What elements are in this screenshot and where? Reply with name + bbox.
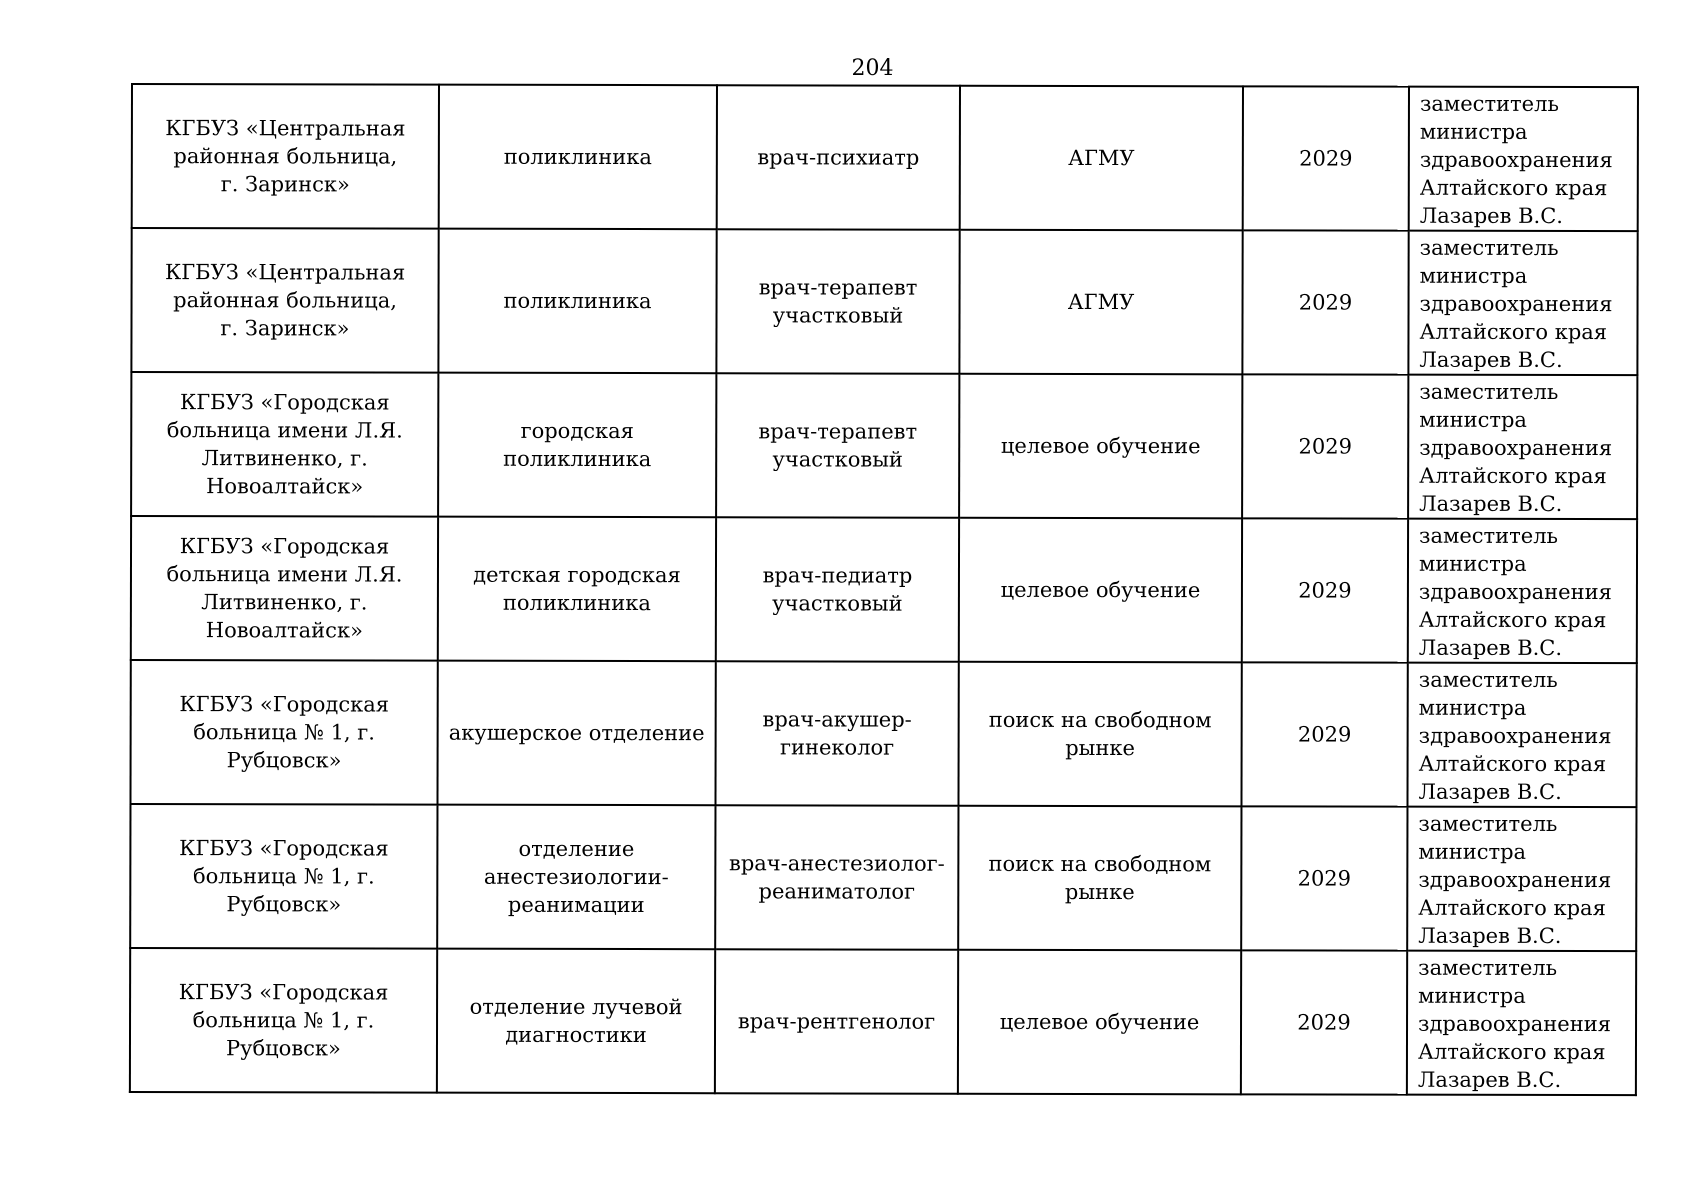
responsible-cell: заместитель министра здравоохранения Алтайского края Лазарев В.С. bbox=[1408, 375, 1637, 519]
responsible-cell: заместитель министра здравоохранения Алтайского края Лазарев В.С. bbox=[1408, 231, 1637, 375]
method-cell: поиск на свободном рынке bbox=[958, 662, 1241, 807]
table-row bbox=[130, 948, 1636, 1095]
position-cell: врач-акушер- гинеколог bbox=[715, 661, 958, 806]
table-row bbox=[130, 660, 1636, 807]
responsible-cell: заместитель министра здравоохранения Алтайского края Лазарев В.С. bbox=[1407, 951, 1636, 1095]
staffing-table bbox=[129, 83, 1639, 1096]
department-cell: поликлиника bbox=[438, 229, 716, 374]
organization-cell: КГБУЗ «Центральная районная больница, г. Заринск» bbox=[132, 84, 439, 229]
method-cell: АГМУ bbox=[960, 86, 1243, 231]
responsible-cell: заместитель министра здравоохранения Алтайского края Лазарев В.С. bbox=[1408, 519, 1637, 663]
department-cell: отделение анестезиологии- реанимации bbox=[437, 805, 715, 950]
organization-cell: КГБУЗ «Городская больница № 1, г. Рубцовск» bbox=[130, 948, 437, 1093]
year-cell: 2029 bbox=[1241, 806, 1407, 950]
position-cell: врач-терапевт участковый bbox=[716, 229, 959, 374]
table-row bbox=[131, 228, 1637, 375]
table-row bbox=[131, 372, 1637, 519]
organization-cell: КГБУЗ «Городская больница № 1, г. Рубцовск» bbox=[130, 660, 437, 805]
year-cell: 2029 bbox=[1243, 86, 1409, 230]
method-cell: целевое обучение bbox=[958, 950, 1241, 1095]
department-cell: детская городская поликлиника bbox=[438, 517, 716, 662]
year-cell: 2029 bbox=[1241, 662, 1407, 806]
organization-cell: КГБУЗ «Городская больница имени Л.Я. Литвиненко, г. Новоалтайск» bbox=[131, 372, 438, 517]
year-cell: 2029 bbox=[1242, 518, 1408, 662]
year-cell: 2029 bbox=[1242, 374, 1408, 518]
organization-cell: КГБУЗ «Центральная районная больница, г. Заринск» bbox=[131, 228, 438, 373]
year-cell: 2029 bbox=[1242, 230, 1408, 374]
year-cell: 2029 bbox=[1241, 950, 1407, 1094]
method-cell: целевое обучение bbox=[959, 374, 1242, 519]
table-row bbox=[131, 516, 1637, 663]
position-cell: врач-психиатр bbox=[717, 85, 960, 230]
position-cell: врач-педиатр участковый bbox=[716, 517, 959, 662]
responsible-cell: заместитель министра здравоохранения Алтайского края Лазарев В.С. bbox=[1409, 87, 1638, 231]
department-cell: акушерское отделение bbox=[437, 661, 715, 806]
department-cell: отделение лучевой диагностики bbox=[437, 949, 715, 1094]
organization-cell: КГБУЗ «Городская больница № 1, г. Рубцовск» bbox=[130, 804, 437, 949]
position-cell: врач-анестезиолог- реаниматолог bbox=[715, 805, 958, 950]
method-cell: поиск на свободном рынке bbox=[958, 806, 1241, 951]
department-cell: городская поликлиника bbox=[438, 373, 716, 518]
page-number: 204 bbox=[851, 56, 894, 81]
responsible-cell: заместитель министра здравоохранения Алтайского края Лазарев В.С. bbox=[1407, 663, 1636, 807]
position-cell: врач-терапевт участковый bbox=[716, 373, 959, 518]
method-cell: целевое обучение bbox=[959, 518, 1242, 663]
table-row bbox=[130, 804, 1636, 951]
method-cell: АГМУ bbox=[959, 230, 1242, 375]
department-cell: поликлиника bbox=[439, 85, 717, 230]
position-cell: врач-рентгенолог bbox=[715, 949, 958, 1094]
table-row bbox=[132, 84, 1638, 231]
organization-cell: КГБУЗ «Городская больница имени Л.Я. Литвиненко, г. Новоалтайск» bbox=[131, 516, 438, 661]
responsible-cell: заместитель министра здравоохранения Алтайского края Лазарев В.С. bbox=[1407, 807, 1636, 951]
